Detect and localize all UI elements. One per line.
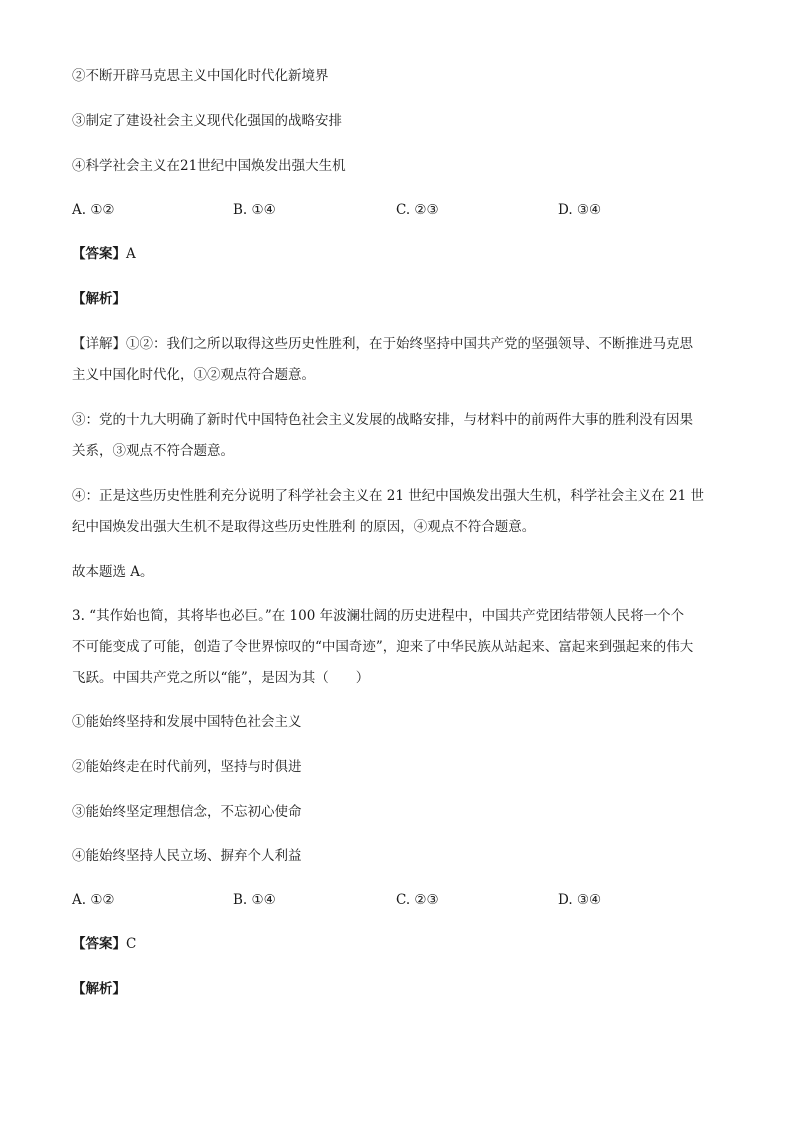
q2-options: [72, 200, 722, 220]
q3-option-a: A. ①②: [72, 892, 115, 908]
q2-statement-3: ③制定了建设社会主义现代化强国的战略安排: [72, 113, 342, 129]
q3-option-d: D. ③④: [558, 892, 602, 908]
answer-value: A: [126, 246, 136, 262]
q2-answer: [72, 244, 136, 264]
q3-option-b: B. ①④: [233, 892, 276, 908]
q2-option-b: B. ①④: [233, 202, 276, 218]
q2-option-c: C. ②③: [396, 202, 439, 218]
q2-analysis-label: 【解析】: [72, 291, 126, 307]
q3-answer: [72, 934, 136, 954]
q2-detail-line: 【详解】①②：我们之所以取得这些历史性胜利，在于始终坚持中国共产党的坚强领导、不断推进马克思: [72, 336, 693, 352]
q2-option-d: D. ③④: [558, 202, 602, 218]
q3-option-c: C. ②③: [396, 892, 439, 908]
q3-statement-4: ④能始终坚持人民立场、摒弃个人利益: [72, 848, 302, 864]
q3-statement-3: ③能始终坚定理想信念，不忘初心使命: [72, 804, 302, 820]
q2-detail-line: ④：正是这些历史性胜利充分说明了科学社会主义在 21 世纪中国焕发出强大生机，科学社会主义在 21 世: [72, 488, 705, 504]
answer-label: 【答案】: [72, 246, 126, 262]
q3-options: [72, 890, 722, 910]
q2-statement-4: ④科学社会主义在21世纪中国焕发出强大生机: [72, 158, 346, 174]
q3-stem-line: 不可能变成了可能，创造了令世界惊叹的“中国奇迹”，迎来了中华民族从站起来、富起来到强起来的伟大: [72, 639, 694, 655]
q2-detail-line: 关系，③观点不符合题意。: [72, 443, 234, 459]
q2-detail-line: ③：党的十九大明确了新时代中国特色社会主义发展的战略安排，与材料中的前两件大事的胜利没有因果: [72, 412, 693, 428]
q3-statement-2: ②能始终走在时代前列，坚持与时俱进: [72, 759, 302, 775]
q3-statement-1: ①能始终坚持和发展中国特色社会主义: [72, 714, 302, 730]
q2-statement-2: ②不断开辟马克思主义中国化时代化新境界: [72, 68, 329, 84]
q3-stem-line: 3. “其作始也简，其将毕也必巨。”在 100 年波澜壮阔的历史进程中，中国共产党团结带领人民将一个个: [72, 608, 685, 624]
q3-analysis-label: 【解析】: [72, 981, 126, 997]
answer-label: 【答案】: [72, 936, 126, 952]
q2-conclusion: 故本题选 A。: [72, 564, 154, 580]
q2-detail-line: 纪中国焕发出强大生机不是取得这些历史性胜利 的原因，④观点不符合题意。: [72, 519, 536, 535]
q2-option-a: A. ①②: [72, 202, 115, 218]
q3-stem-line: 飞跃。中国共产党之所以“能”，是因为其（ ）: [72, 670, 370, 686]
q2-detail-line: 主义中国化时代化，①②观点符合题意。: [72, 367, 315, 383]
answer-value: C: [126, 936, 137, 952]
